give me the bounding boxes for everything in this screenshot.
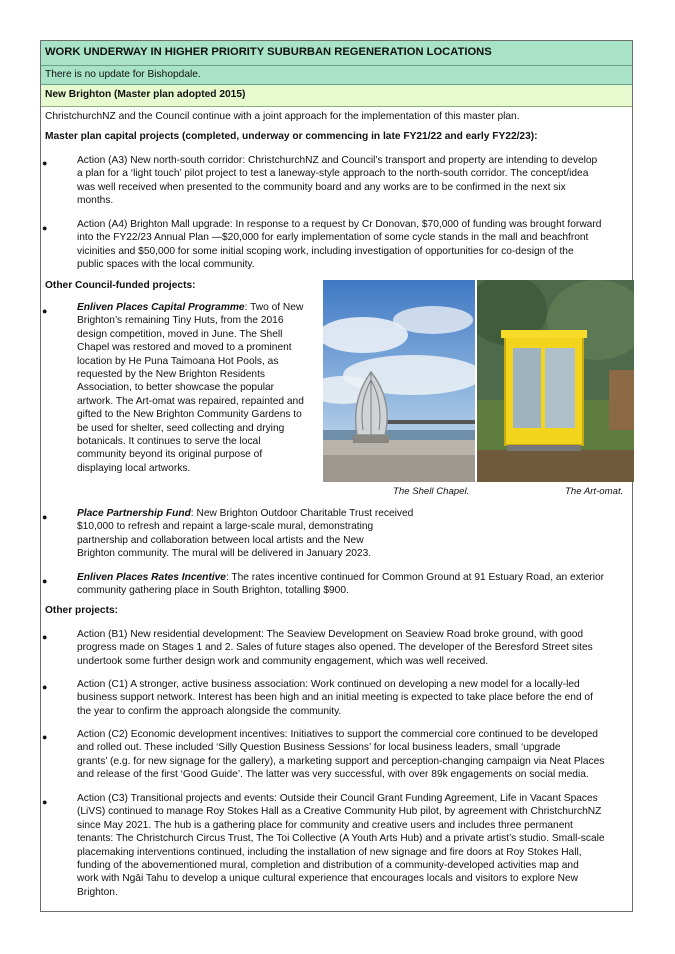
item-line: location by He Puna Taimoana Hot Pools, as — [77, 355, 279, 367]
art-omat-photo — [477, 280, 634, 482]
item-line: Action (A3) New north-south corridor: ChristchurchNZ and Council’s transport and property are intending to develop — [77, 155, 598, 166]
item-title: Enliven Places Rates Incentive — [77, 572, 226, 583]
item-line: progress made on Stages 1 and 2. Sales of future stages also opened. The developer of the Beresford Street sites — [77, 642, 593, 654]
bullet-icon: ● — [42, 632, 48, 642]
list-item — [77, 571, 604, 598]
bullet-icon: ● — [42, 223, 48, 233]
shell-chapel-photo — [323, 280, 475, 482]
bullet-icon: ● — [42, 512, 48, 522]
item-line: community beyond its original purpose of — [77, 449, 263, 461]
item-title: Enliven Places Capital Programme — [77, 302, 245, 313]
item-line: grants’ (e.g. for new signage for the gallery), a marketing support and perception-changing campaign via Neat Places — [77, 755, 605, 767]
list-item — [77, 218, 601, 272]
item-line: tenants: The Christchurch Circus Trust, The Toi Collective (A Youth Arts Hub) and a private artist’s studio. Small-scale — [77, 833, 605, 845]
item-line: since May 2021. The hub is a gathering place for community and creative users and includes three permanent — [77, 819, 573, 831]
item-line: (LiVS) continued to manage Roy Stokes Hall as a Creative Community Hub pilot, by agreement with ChristchurchNZ — [77, 806, 602, 818]
item-line: into the FY22/23 Annual Plan —$20,000 for early implementation of some cycle stands in the mall and beachfront — [77, 232, 589, 244]
item-line: $10,000 to refresh and repaint a large-scale mural, demonstrating — [77, 521, 374, 533]
report-panel — [40, 40, 633, 912]
list-item — [77, 678, 593, 718]
item-line: months. — [77, 195, 114, 207]
item-line: design competition, moved in June. The Shell — [77, 328, 283, 340]
item-line: : Two of New — [244, 302, 304, 313]
bullet-icon: ● — [42, 306, 48, 316]
item-line: work with Ngāi Tahu to develop a unique cultural experience that encourages locals and visitors to explore New — [77, 873, 578, 885]
item-line: artwork. The Art-omat was repaired, repainted and — [77, 395, 304, 407]
list-item — [77, 628, 593, 668]
bullet-icon: ● — [42, 732, 48, 742]
list-item — [77, 301, 304, 475]
item-line: Action (C1) A stronger, active business association: Work continued on developing a new model for a locally-led — [77, 679, 580, 690]
item-line: the year to confirm the approach alongside the community. — [77, 705, 342, 717]
item-line: gifted to the New Brighton Community Gardens to — [77, 409, 302, 421]
page-title: WORK UNDERWAY IN HIGHER PRIORITY SUBURBAN REGENERATION LOCATIONS — [41, 41, 632, 66]
item-line: Action (C2) Economic development incentives: Initiatives to support the commercial core continued to be developed — [77, 729, 598, 740]
item-line: Action (C3) Transitional projects and events: Outside their Council Grant Funding Agreement, Life in Vacant Spaces — [77, 793, 598, 804]
item-line: Association, to better showcase the popular — [77, 382, 275, 394]
section-title: New Brighton (Master plan adopted 2015) — [41, 85, 632, 107]
item-line: vicinities and $50,000 for some initial scoping work, including investigation of opportunities for co-design of the — [77, 245, 574, 257]
item-line: be used for shelter, seed collecting and drying — [77, 422, 285, 434]
item-line: Action (B1) New residential development: The Seaview Development on Seaview Road broke ground, with good — [77, 629, 584, 640]
bullet-icon: ● — [42, 576, 48, 586]
bullet-icon: ● — [42, 682, 48, 692]
item-line: Brighton. — [77, 886, 118, 898]
item-line: was well received when presented to the community board and any works are to be confirmed in the next six — [77, 181, 566, 193]
item-line: botanicals. It continues to serve the local — [77, 436, 261, 448]
intro-text: ChristchurchNZ and the Council continue with a joint approach for the implementation of this master plan. — [45, 111, 520, 122]
item-line: public spaces with the local community. — [77, 259, 255, 271]
council-heading: Other Council-funded projects: — [45, 280, 196, 291]
bishopdale-note: There is no update for Bishopdale. — [41, 66, 632, 85]
item-title: Place Partnership Fund — [77, 508, 191, 519]
item-line: Chapel was restored and moved to a prominent — [77, 342, 292, 354]
item-line: displaying local artworks. — [77, 462, 191, 474]
item-line: placemaking interventions continued, including the installation of new signage and fire doors at Roy Stokes Hall, — [77, 846, 582, 858]
item-line: and release of the first ‘Good Guide’. The latter was very successful, with over 89k engagements on social media. — [77, 769, 589, 781]
item-line: Brighton community. The mural will be delivered in January 2023. — [77, 548, 372, 560]
item-line: funding of the abovementioned mural, completion and distribution of a community-developed activities map and — [77, 860, 579, 872]
list-item — [77, 792, 605, 899]
item-line: a plan for a ‘light touch’ pilot project to test a laneway-style approach to the north-south corridor. The concept/idea — [77, 168, 589, 180]
item-line: business support network. Interest has been high and an initial meeting is expected to take place before the end of — [77, 692, 593, 704]
capital-heading: Master plan capital projects (completed, underway or commencing in late FY21/22 and early FY22/23): — [45, 131, 538, 142]
item-line: Action (A4) Brighton Mall upgrade: In response to a request by Cr Donovan, $70,000 of funding was brought forward — [77, 219, 602, 230]
list-item — [77, 507, 413, 561]
shell-chapel-caption: The Shell Chapel. — [393, 486, 470, 497]
item-line: undertook some further design work and community engagement, which was well received. — [77, 655, 489, 667]
item-line: Brighton’s remaining Tiny Huts, from the 2016 — [77, 315, 284, 327]
art-omat-caption: The Art-omat. — [565, 486, 624, 497]
bullet-icon: ● — [42, 158, 48, 168]
item-line: partnership and collaboration between local artists and the New — [77, 534, 364, 546]
item-line: : New Brighton Outdoor Charitable Trust received — [190, 508, 414, 519]
item-line: : The rates incentive continued for Common Ground at 91 Estuary Road, an exterior — [225, 572, 605, 583]
item-line: and rolled out. These included ‘Silly Question Business Sessions’ for local business leaders, small ‘upgrade — [77, 742, 561, 754]
list-item — [77, 728, 604, 782]
item-line: requested by the New Brighton Residents — [77, 369, 266, 381]
list-item — [77, 154, 597, 208]
item-line: community gathering place in South Brighton, totalling $900. — [77, 585, 349, 597]
bullet-icon: ● — [42, 797, 48, 807]
other-heading: Other projects: — [45, 605, 119, 616]
